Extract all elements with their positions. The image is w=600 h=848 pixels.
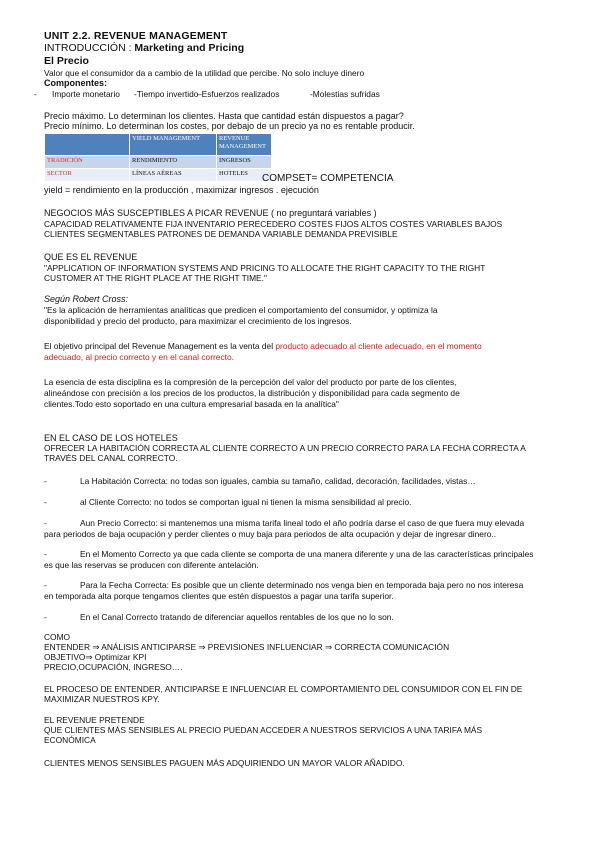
table-cell: SECTOR: [45, 169, 130, 182]
hoteles-line-1: OFRECER LA HABITACIÓN CORRECTA AL CLIENTE CORRECTO A UN PRECIO CORRECTO PARA LA FECHA CORRECTA A: [44, 443, 526, 453]
intro-heading: [44, 42, 244, 54]
precio-heading: El Precio: [44, 55, 89, 67]
table-header-cell: REVENUE MANAGEMENT: [217, 134, 272, 156]
componentes-dash: -: [34, 89, 37, 99]
bullet-dash: -: [44, 549, 47, 559]
table-row: [45, 156, 272, 169]
bullet-continuation: es que las reservas se producen con diferente antelación.: [44, 560, 259, 570]
componente-3: –Esfuerzos realizados: [197, 89, 280, 99]
componentes-heading: Componentes:: [44, 78, 107, 88]
precio-maximo: Precio máximo. Lo determinan los clientes. Hasta que cantidad están dispuestos a pagar?: [44, 111, 404, 121]
componente-2: -Tiempo invertido: [134, 89, 199, 99]
pretende-heading: EL REVENUE PRETENDE: [44, 715, 145, 725]
table-cell: RENDIMIENTO: [130, 156, 217, 169]
table-header-cell: [45, 134, 130, 156]
negocios-heading: NEGOCIOS MÁS SUSCEPTIBLES A PICAR REVENUE ( no preguntará variables ): [44, 208, 377, 218]
table-cell: LÍNEAS AÉREAS: [130, 169, 217, 182]
hoteles-heading: EN EL CASO DE LOS HOTELES: [44, 433, 178, 443]
hoteles-line-2: TRAVÉS DEL CANAL CORRECTO.: [44, 453, 178, 463]
que-es-heading: QUE ES EL REVENUE: [44, 252, 138, 262]
intro-prefix: INTRODUCCIÓN :: [44, 42, 135, 54]
esencia-line-1: La esencia de esta disciplina es la compresión de la percepción del valor del producto por parte de los clientes,: [44, 377, 457, 387]
bullet-dash: -: [44, 612, 47, 622]
yield-definition: yield = rendimiento en la producción , maximizar ingresos . ejecución: [44, 185, 319, 195]
como-line-1: ENTENDER ⇒ ANÁLISIS ANTICIPARSE ⇒ PREVISIONES INFLUENCIAR ⇒ CORRECTA COMUNICACIÓN: [44, 642, 450, 652]
negocios-line-2: CLIENTES SEGMENTABLES PATRONES DE DEMANDA VARIABLE DEMANDA PREVISIBLE: [44, 229, 398, 239]
como-line-3: PRECIO,OCUPACIÓN, INGRESO….: [44, 662, 183, 672]
que-es-line-1: "APPLICATION OF INFORMATION SYSTEMS AND PRICING TO ALLOCATE THE RIGHT CAPACITY TO THE RIGHT: [44, 263, 486, 273]
componente-1: Importe monetario: [52, 89, 120, 99]
table-cell: HOTELES: [217, 169, 272, 182]
negocios-line-1: CAPACIDAD RELATIVAMENTE FIJA INVENTARIO PERECEDERO COSTES FIJOS ALTOS COSTES VARIABLES BAJOS: [44, 219, 503, 229]
bullet-dash: -: [44, 580, 47, 590]
pretende-line-1: QUE CLIENTES MÁS SENSIBLES AL PRECIO PUEDAN ACCEDER A NUESTROS SERVICIOS A UNA TARIFA MÁS: [44, 725, 483, 735]
objetivo-normal: El objetivo principal del Revenue Management es la venta del: [44, 341, 276, 351]
como-heading: COMO: [44, 632, 71, 642]
table-header-row: [45, 134, 272, 156]
que-es-line-2: CUSTOMER AT THE RIGHT PLACE AT THE RIGHT TIME.": [44, 273, 267, 283]
bullet-continuation: en temporada alta porque tengamos clientes que estén dispuestos a pagar una tarifa superior.: [44, 591, 394, 601]
cross-line-2: disponibilidad y precio del producto, para maximizar el crecimiento de los ingresos.: [44, 316, 352, 326]
yield-revenue-table: [44, 133, 272, 182]
table-cell: INGRESOS: [217, 156, 272, 169]
bullet-continuation: para periodos de baja ocupación y perder clientes o muy baja para periodos de alta ocupación y dejar de ingresar dinero..: [44, 529, 497, 539]
bullet-dash: -: [44, 497, 47, 507]
proceso-line-2: MAXIMIZAR NUESTROS KPY.: [44, 694, 160, 704]
precio-minimo: Precio mínimo. Lo determinan los costes, por debajo de un precio ya no es rentable producir.: [44, 121, 415, 131]
esencia-line-2: alineándose con precisión a los precios de los productos, la distribución y disponibilidad para cada segmento de: [44, 388, 460, 398]
compset-text: COMPSET= COMPETENCIA: [262, 173, 394, 184]
objetivo-line-2: adecuado, al precio correcto y en el canal correcto.: [44, 352, 234, 362]
como-line-2: OBJETIVO⇒ Optimizar KPI: [44, 652, 147, 662]
bullet-text: Para la Fecha Correcta: Es posible que un cliente determinado nos venga bien en temporada baja pero no nos interesa: [80, 580, 524, 590]
objetivo-line-1: [44, 341, 482, 351]
bullet-text: En el Canal Correcto tratando de diferenciar aquellos rentables de los que no lo son.: [80, 612, 394, 622]
bullet-text: En el Momento Correcto ya que cada cliente se comporta de una manera diferente y una de las características principales: [80, 549, 534, 559]
proceso-line-1: EL PROCESO DE ENTENDER, ANTICIPARSE E INFLUENCIAR EL COMPORTAMIENTO DEL CONSUMIDOR CON EL FIN DE: [44, 684, 523, 694]
cross-line-1: "Es la aplicación de herramientas analíticas que predicen el comportamiento del consumidor, y optimiza la: [44, 305, 438, 315]
menos-sensibles: CLIENTES MENOS SENSIBLES PAGUEN MÁS ADQUIRIENDO UN MAYOR VALOR AÑADIDO.: [44, 758, 405, 768]
pretende-line-2: ECONÓMICA: [44, 735, 96, 745]
cross-heading: Según Robert Cross:: [44, 294, 129, 304]
bullet-text: La Habitación Correcta: no todas son iguales, cambia su tamaño, calidad, decoración, facilidades, vistas…: [80, 476, 476, 486]
document-title: UNIT 2.2. REVENUE MANAGEMENT: [44, 30, 228, 42]
precio-definition: Valor que el consumidor da a cambio de la utilidad que percibe. No solo incluye dinero: [44, 68, 365, 78]
bullet-text: Aun Precio Correcto: si mantenemos una misma tarifa lineal todo el año podría darse el caso de que fuera muy elevada: [80, 518, 525, 528]
table-cell: TRADICIÓN: [45, 156, 130, 169]
table-row: [45, 169, 272, 182]
componente-4: -Molestias sufridas: [310, 89, 380, 99]
esencia-line-3: clientes.Todo esto soportado en una cultura empresarial basada en la analítica": [44, 399, 339, 409]
table-header-cell: YIELD MANAGEMENT: [130, 134, 217, 156]
intro-bold: Marketing and Pricing: [134, 42, 245, 54]
objetivo-red: producto adecuado al cliente adecuado, en el momento: [275, 341, 482, 351]
bullet-text: al Cliente Correcto: no todos se comportan igual ni tienen la misma sensibilidad al precio.: [80, 497, 412, 507]
bullet-dash: -: [44, 518, 47, 528]
bullet-dash: -: [44, 476, 47, 486]
